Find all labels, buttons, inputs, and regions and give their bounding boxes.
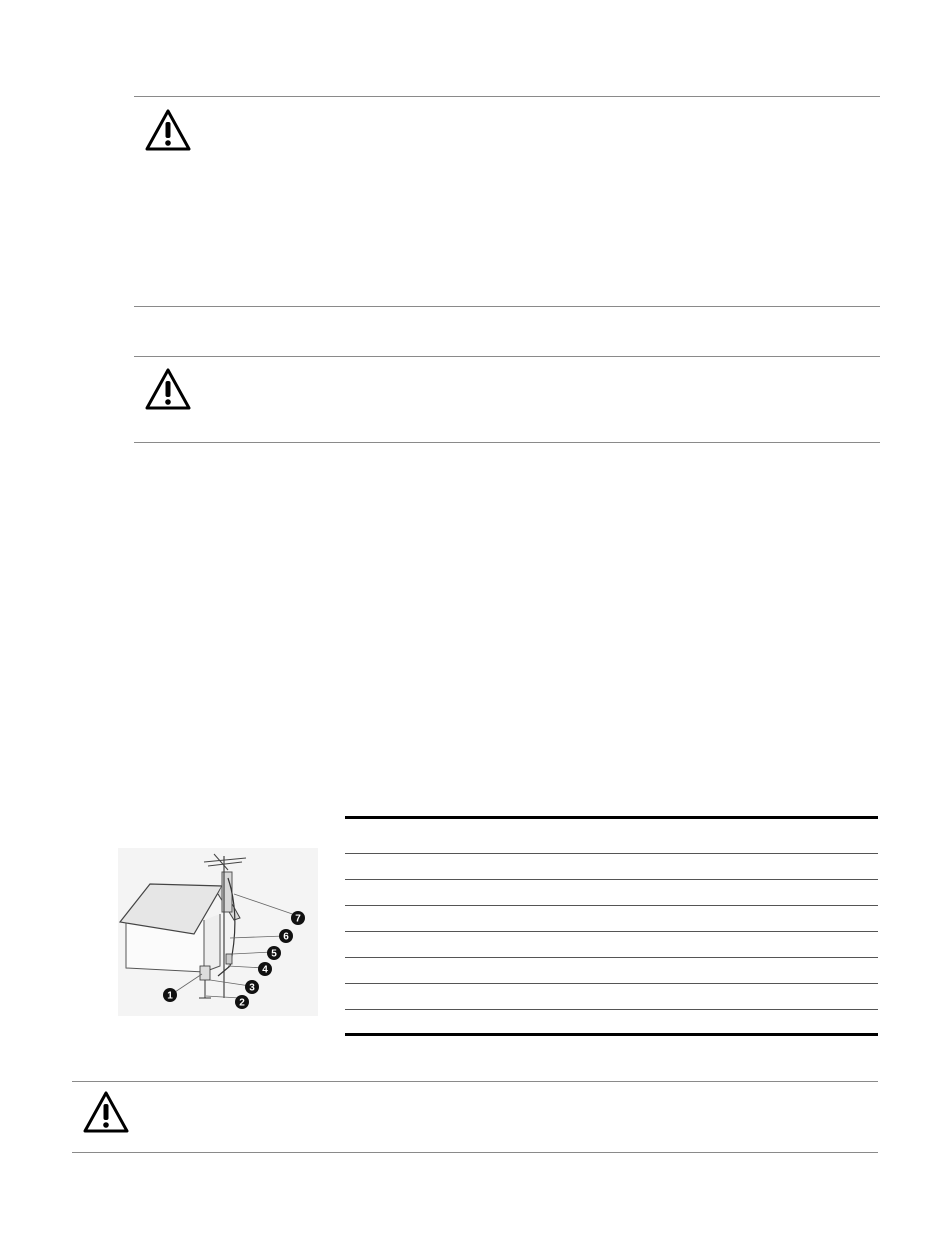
- warning-2-bottom-rule: [134, 442, 880, 443]
- table-row-rule: [345, 931, 878, 932]
- antenna-grounding-diagram: [118, 848, 318, 1016]
- callout-3: [245, 980, 259, 994]
- table-row-rule: [345, 957, 878, 958]
- svg-text:2: 2: [239, 997, 245, 1009]
- svg-text:7: 7: [295, 913, 301, 925]
- svg-text:4: 4: [262, 964, 268, 976]
- svg-text:5: 5: [271, 948, 277, 960]
- table-row-rule: [345, 905, 878, 906]
- table-bottom-rule: [345, 1033, 878, 1036]
- table-row-rule: [345, 1009, 878, 1010]
- table-row-rule: [345, 983, 878, 984]
- callout-4: [258, 962, 272, 976]
- svg-text:1: 1: [167, 990, 173, 1002]
- warning-2-top-rule: [134, 356, 880, 357]
- warning-icon: [144, 367, 192, 411]
- callout-5: [267, 946, 281, 960]
- table-top-rule: [345, 816, 878, 819]
- callout-7: [291, 911, 305, 925]
- warning-1-top-rule: [134, 96, 880, 97]
- svg-text:3: 3: [249, 982, 255, 994]
- table-row-rule: [345, 853, 878, 854]
- callout-1: [163, 988, 177, 1002]
- svg-text:6: 6: [283, 931, 289, 943]
- callout-2: [235, 995, 249, 1009]
- warning-icon: [82, 1090, 130, 1134]
- warning-3-bottom-rule: [72, 1152, 878, 1153]
- warning-3-top-rule: [72, 1081, 878, 1082]
- warning-1-bottom-rule: [134, 306, 880, 307]
- callout-6: [279, 929, 293, 943]
- table-row-rule: [345, 879, 878, 880]
- warning-icon: [144, 108, 192, 152]
